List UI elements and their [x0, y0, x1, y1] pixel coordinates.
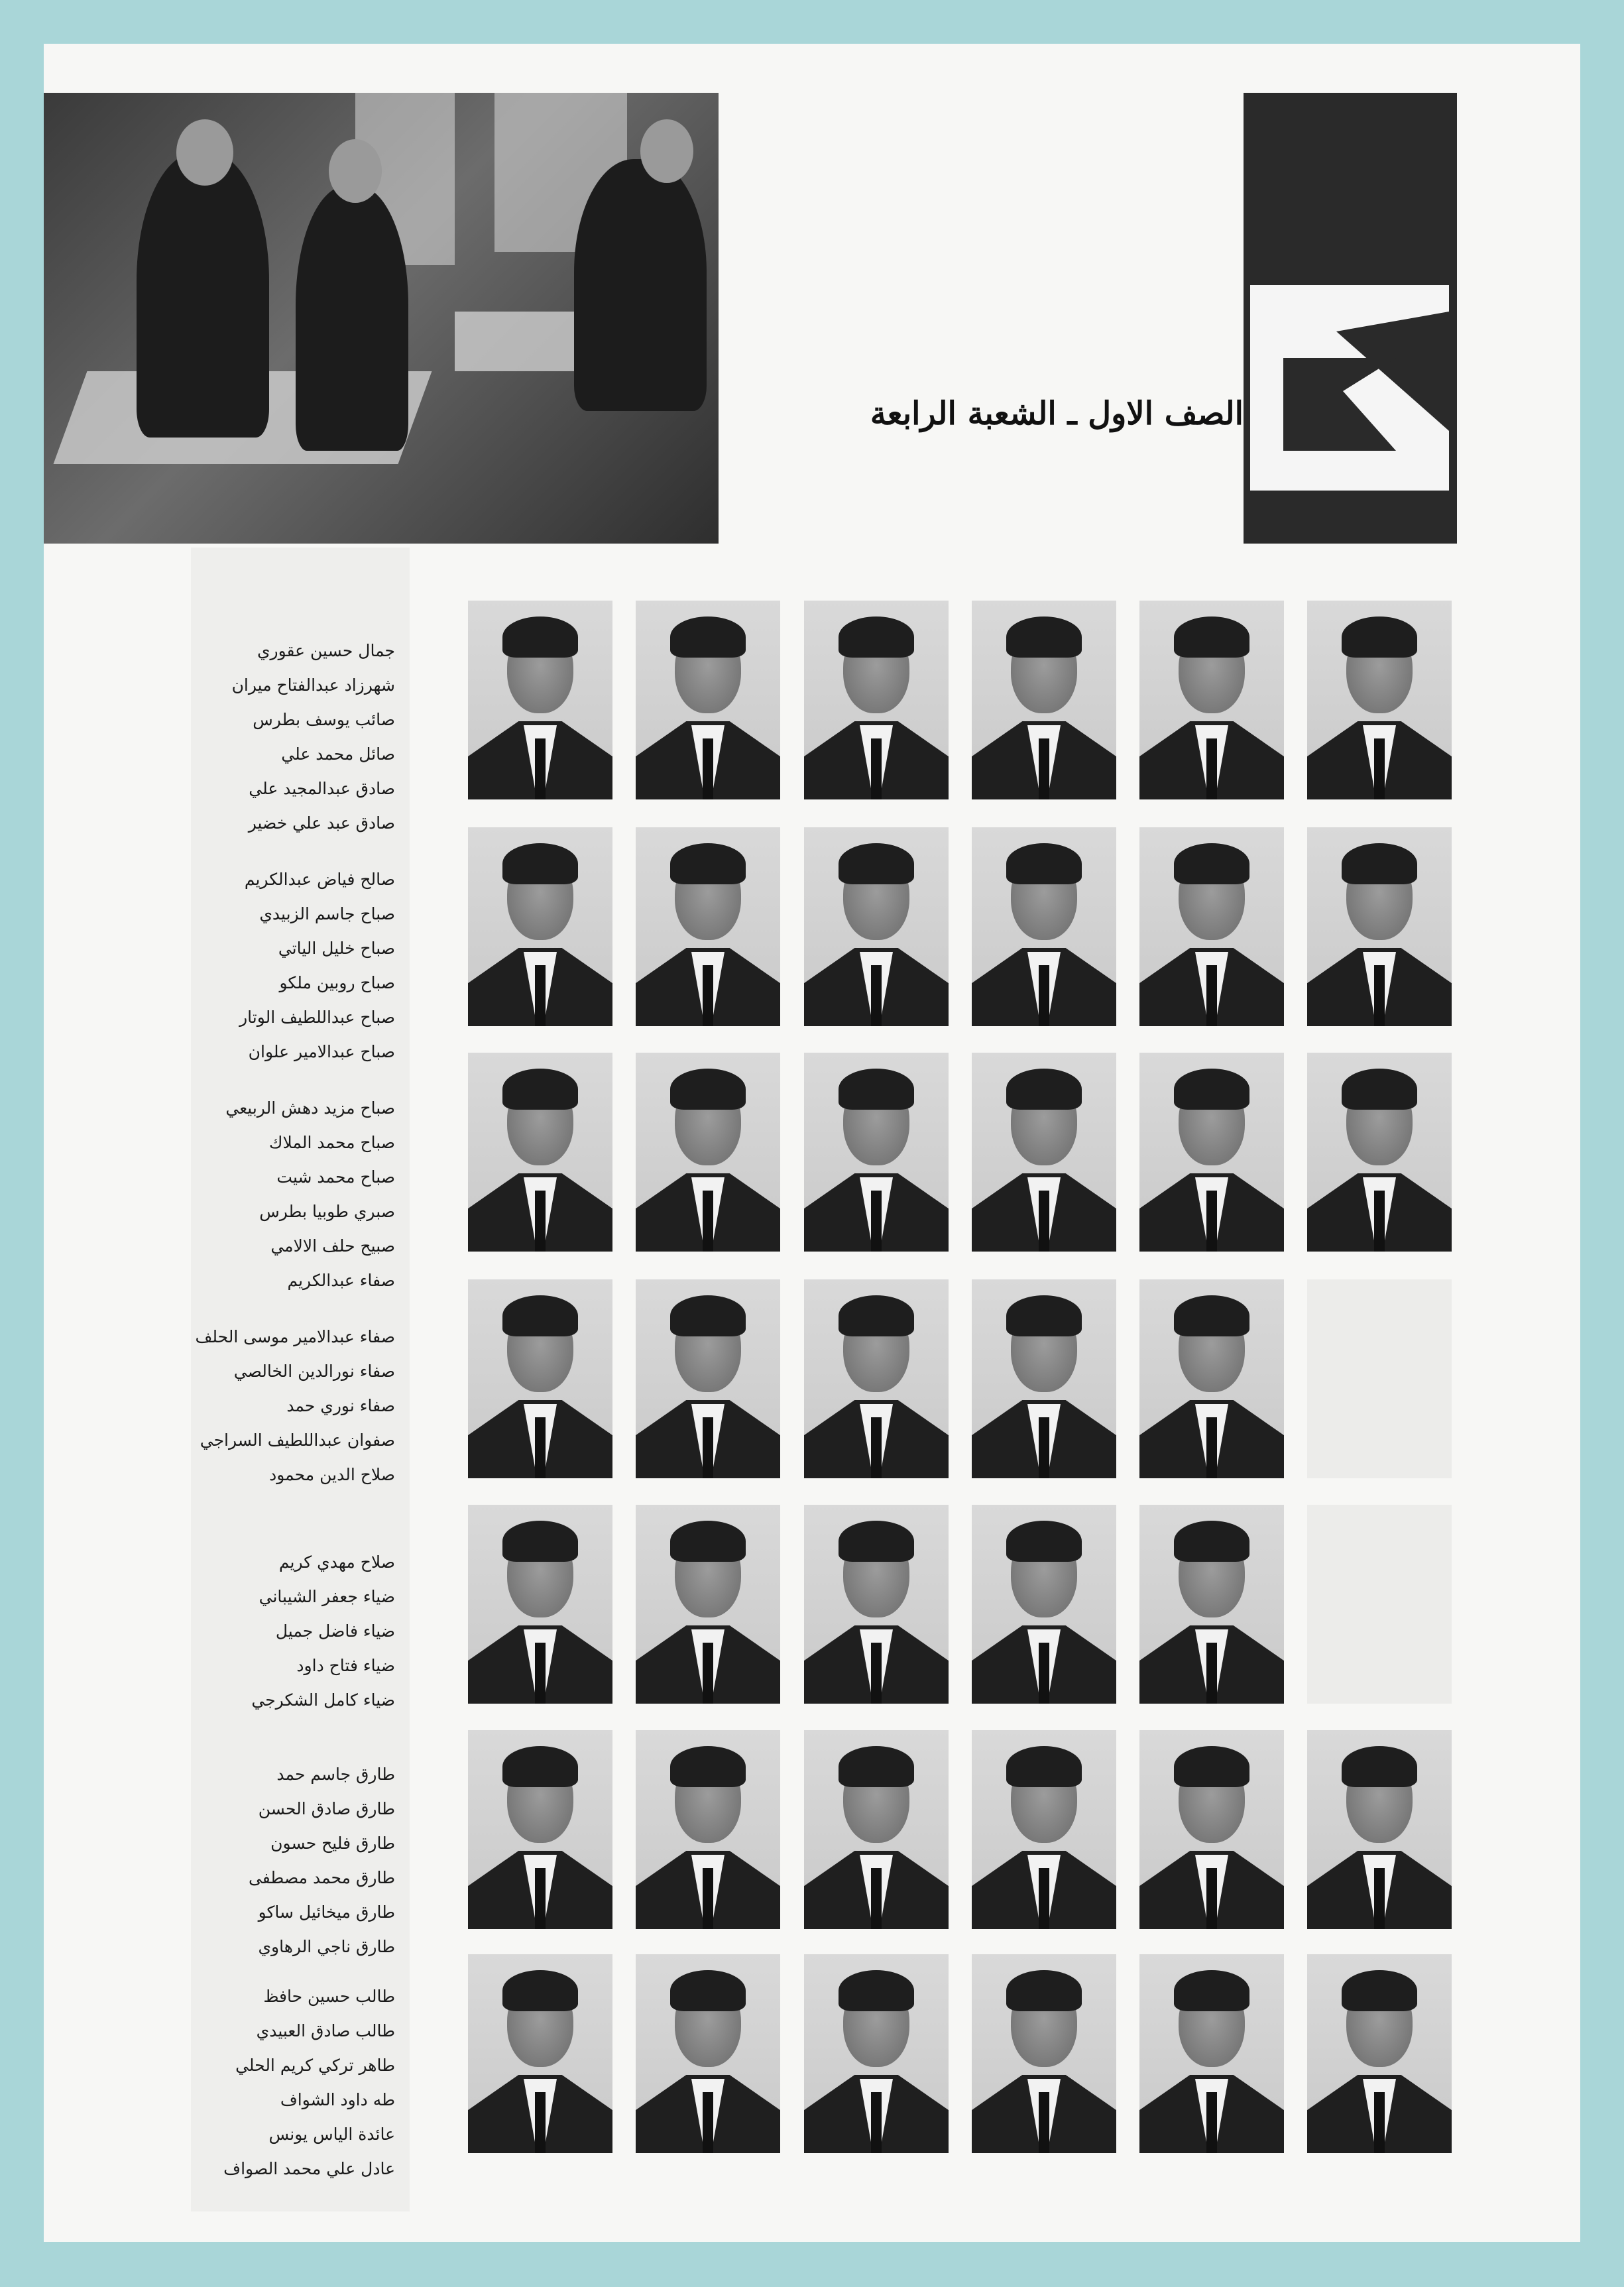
portrait-hair [1006, 616, 1082, 658]
page-title: الصف الاول ـ الشعبة الرابعة [870, 395, 1244, 432]
student-name: صبيح حلف الالامي [270, 1236, 395, 1256]
student-head [176, 119, 233, 186]
student-portrait [1307, 1730, 1452, 1929]
student-name: صباح روبين ملكو [279, 973, 395, 992]
portrait-hair [839, 843, 914, 884]
student-portrait [972, 827, 1116, 1026]
portrait-hair [1174, 1295, 1249, 1336]
student-portrait [1139, 1505, 1284, 1704]
portrait-tie [1374, 965, 1385, 1026]
student-portrait [1139, 601, 1284, 799]
portrait-hair [1342, 1970, 1417, 2011]
student-portrait [972, 1279, 1116, 1478]
name-group [183, 1979, 395, 2186]
portrait-hair [1174, 616, 1249, 658]
portrait-hair [1174, 1746, 1249, 1787]
student-name: صفوان عبداللطيف السراجي [200, 1431, 395, 1450]
portrait-hair [839, 1295, 914, 1336]
student-name: طارق ميخائيل ساكو [258, 1903, 395, 1922]
name-group [183, 1320, 395, 1492]
portrait-hair [670, 1970, 746, 2011]
student-portrait [636, 827, 780, 1026]
portrait-tie [871, 738, 882, 799]
portrait-hair [1174, 1069, 1249, 1110]
student-portrait [1307, 601, 1452, 799]
student-portrait [1139, 1279, 1284, 1478]
portrait-tie [1039, 1643, 1049, 1704]
portrait-hair [502, 1970, 578, 2011]
student-name: طاهر تركي كريم الحلي [235, 2056, 395, 2075]
student-portrait [804, 601, 949, 799]
portrait-tie [1039, 965, 1049, 1026]
student-portrait [468, 1505, 612, 1704]
portrait-tie [1039, 1191, 1049, 1252]
student-name: صفاء عبدالكريم [287, 1271, 395, 1290]
student-name: صلاح مهدي كريم [278, 1553, 395, 1572]
student-portrait [804, 1730, 949, 1929]
yearbook-page [44, 44, 1580, 2242]
student-name: طارق فليح حسون [270, 1834, 395, 1853]
student-portrait [636, 1505, 780, 1704]
portrait-tie [703, 2092, 713, 2153]
student-name: ضياء فاضل جميل [275, 1621, 395, 1641]
portrait-tie [1206, 1868, 1217, 1929]
portrait-tie [535, 1417, 546, 1478]
student-portrait [1307, 1053, 1452, 1252]
name-group [183, 1757, 395, 1964]
student-portrait [468, 1053, 612, 1252]
portrait-tie [703, 965, 713, 1026]
student-portrait [972, 601, 1116, 799]
portrait-hair [502, 1069, 578, 1110]
portrait-tie [1039, 2092, 1049, 2153]
student-name: طارق صادق الحسن [258, 1799, 395, 1818]
portrait-hair [839, 1069, 914, 1110]
student-portrait [804, 827, 949, 1026]
chevron-logo-icon [1244, 93, 1457, 544]
portrait-hair [670, 1295, 746, 1336]
student-head [640, 119, 693, 183]
portrait-tie [1374, 1868, 1385, 1929]
portrait-hair [839, 1746, 914, 1787]
portrait-hair [1006, 1295, 1082, 1336]
portrait-tie [703, 1643, 713, 1704]
portrait-hair [502, 616, 578, 658]
portrait-hair [670, 843, 746, 884]
portrait-hair [1342, 1069, 1417, 1110]
student-portrait [1307, 1954, 1452, 2153]
portrait-hair [670, 1521, 746, 1562]
portrait-hair [502, 843, 578, 884]
student-name: صفاء نوري حمد [286, 1396, 395, 1415]
student-name: طه داود الشواف [280, 2090, 395, 2109]
portrait-tie [535, 965, 546, 1026]
portrait-hair [502, 1746, 578, 1787]
logo [1244, 93, 1457, 544]
portrait-tie [1039, 1868, 1049, 1929]
student-portrait [1139, 1053, 1284, 1252]
student-name: صباح عبداللطيف الوتار [239, 1008, 395, 1027]
student-figure [296, 186, 408, 451]
portrait-hair [502, 1521, 578, 1562]
student-name: طارق محمد مصطفى [248, 1868, 395, 1887]
portrait-tie [1206, 2092, 1217, 2153]
student-name: صباح خليل الياتي [278, 939, 395, 958]
student-portrait [1139, 1954, 1284, 2153]
student-portrait [972, 1053, 1116, 1252]
student-name: ضياء كامل الشكرجي [251, 1690, 395, 1710]
class-photo [44, 93, 719, 544]
portrait-hair [1174, 843, 1249, 884]
portrait-tie [1039, 738, 1049, 799]
student-portrait [1139, 827, 1284, 1026]
portrait-tie [871, 2092, 882, 2153]
portrait-tie [703, 1417, 713, 1478]
portrait-hair [1006, 1069, 1082, 1110]
student-name: صباح عبدالامير علوان [248, 1042, 395, 1061]
student-portrait [636, 601, 780, 799]
portrait-hair [1006, 843, 1082, 884]
portrait-hair [839, 1521, 914, 1562]
portrait-hair [670, 1069, 746, 1110]
portrait-tie [871, 1191, 882, 1252]
student-portrait [804, 1954, 949, 2153]
portrait-hair [502, 1295, 578, 1336]
student-name: عائدة الياس يونس [268, 2125, 395, 2144]
student-name: صالح فياض عبدالكريم [244, 870, 395, 889]
student-head [329, 139, 382, 203]
student-figure [137, 152, 269, 438]
student-portrait [636, 1954, 780, 2153]
empty-portrait-slot [1307, 1279, 1452, 1478]
student-portrait [804, 1053, 949, 1252]
student-name: جمال حسين عقوري [257, 641, 395, 660]
portrait-hair [1006, 1746, 1082, 1787]
student-name: صائل محمد علي [281, 744, 395, 764]
portrait-tie [535, 738, 546, 799]
student-portrait [972, 1505, 1116, 1704]
student-name: صفاء عبدالامير موسى الحلف [195, 1327, 395, 1346]
portrait-hair [1342, 1746, 1417, 1787]
student-name: صباح جاسم الزبيدي [259, 904, 395, 923]
portrait-tie [1039, 1417, 1049, 1478]
student-portrait [468, 601, 612, 799]
student-portrait [804, 1505, 949, 1704]
portrait-tie [535, 1191, 546, 1252]
portrait-tie [871, 1643, 882, 1704]
portrait-tie [1374, 1191, 1385, 1252]
portrait-tie [871, 1868, 882, 1929]
portrait-tie [1374, 2092, 1385, 2153]
student-portrait [468, 1954, 612, 2153]
portrait-hair [1174, 1970, 1249, 2011]
student-name: صباح محمد الملاك [268, 1133, 395, 1152]
student-name: طارق جاسم حمد [276, 1765, 395, 1784]
student-name: طالب صادق العبيدي [256, 2021, 395, 2040]
name-group [183, 634, 395, 841]
student-name: صلاح الدين محمود [269, 1465, 395, 1484]
portrait-tie [1206, 1643, 1217, 1704]
name-group [183, 1545, 395, 1718]
portrait-tie [1206, 1417, 1217, 1478]
student-figure [574, 159, 707, 411]
empty-portrait-slot [1307, 1505, 1452, 1704]
portrait-tie [703, 1191, 713, 1252]
portrait-hair [1006, 1521, 1082, 1562]
portrait-hair [1006, 1970, 1082, 2011]
student-name: شهرزاد عبدالفتاح ميران [231, 675, 395, 695]
student-name: صائب يوسف بطرس [253, 710, 395, 729]
student-name: صبري طوبيا بطرس [259, 1202, 395, 1221]
student-portrait [636, 1730, 780, 1929]
portrait-tie [703, 1868, 713, 1929]
portrait-tie [871, 1417, 882, 1478]
name-group [183, 1091, 395, 1298]
portrait-hair [839, 616, 914, 658]
portrait-hair [1342, 843, 1417, 884]
student-portrait [972, 1954, 1116, 2153]
portrait-hair [839, 1970, 914, 2011]
student-name: صفاء نورالدين الخالصي [233, 1362, 395, 1381]
student-portrait [636, 1053, 780, 1252]
student-portrait [468, 827, 612, 1026]
portrait-tie [1374, 738, 1385, 799]
portrait-tie [535, 1643, 546, 1704]
student-name: صباح مزيد دهش الربيعي [225, 1098, 395, 1118]
student-portrait [972, 1730, 1116, 1929]
student-name: صباح محمد شيت [276, 1167, 395, 1187]
names-column [191, 548, 410, 2211]
student-portrait [636, 1279, 780, 1478]
student-name: طالب حسين حافظ [263, 1987, 395, 2006]
student-portrait [468, 1279, 612, 1478]
student-name: طارق ناجي الرهاوي [258, 1937, 395, 1956]
portrait-tie [535, 2092, 546, 2153]
portrait-hair [1342, 616, 1417, 658]
portrait-tie [1206, 965, 1217, 1026]
student-portrait [1139, 1730, 1284, 1929]
portrait-tie [703, 738, 713, 799]
student-portrait [1307, 827, 1452, 1026]
student-portrait [468, 1730, 612, 1929]
student-portrait [804, 1279, 949, 1478]
portrait-hair [670, 616, 746, 658]
student-name: ضياء جعفر الشيباني [259, 1587, 395, 1606]
portrait-tie [1206, 1191, 1217, 1252]
name-group [183, 862, 395, 1069]
portrait-hair [1174, 1521, 1249, 1562]
portrait-tie [1206, 738, 1217, 799]
student-name: ضياء فتاح داود [296, 1656, 395, 1675]
portrait-tie [535, 1868, 546, 1929]
portrait-hair [670, 1746, 746, 1787]
student-name: صادق عبد علي خضير [248, 813, 395, 833]
student-name: صادق عبدالمجيد علي [249, 779, 395, 798]
student-name: عادل علي محمد الصواف [223, 2159, 395, 2178]
portrait-tie [871, 965, 882, 1026]
